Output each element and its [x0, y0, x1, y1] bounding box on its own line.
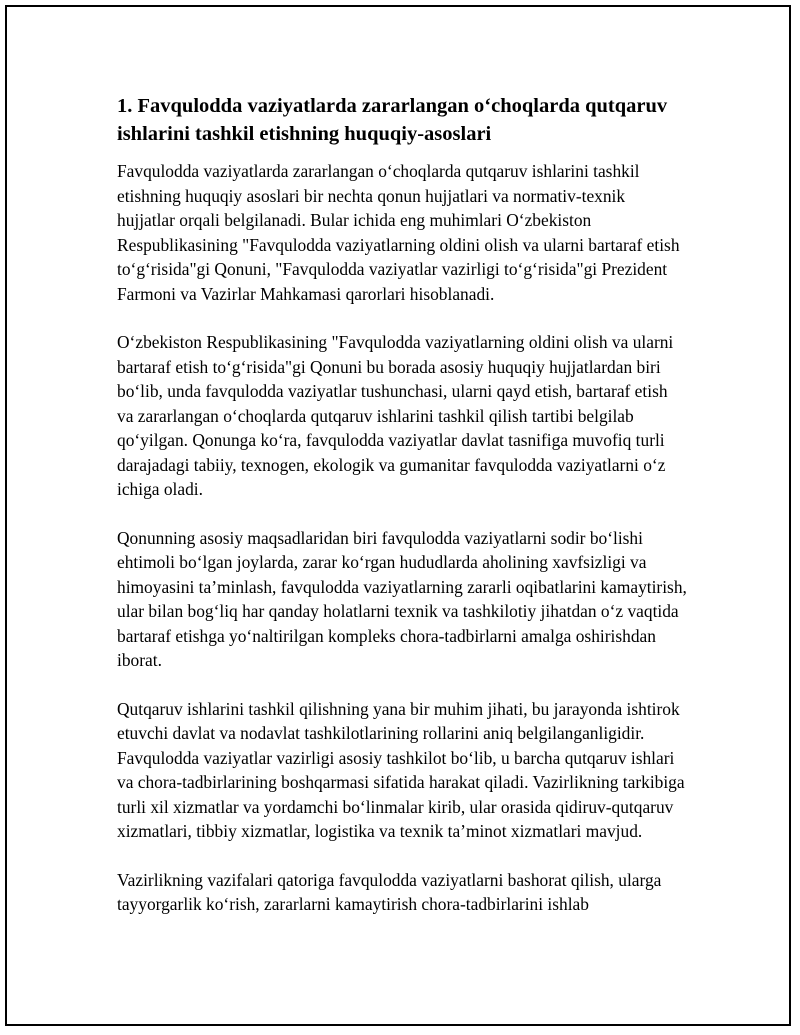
paragraph-3: Qonunning asosiy maqsadlaridan biri favqulodda vaziyatlarni sodir bo‘lishi ehtimoli bo‘lgan joylarda, zarar ko‘rgan hududlarda aholining xavfsizligi va himoyasini ta’minlash, favqulodda vaziyatlarning zararli oqibatlarini kamaytirish, ular bilan bog‘liq har qanday holatlarni texnik va tashkilotiy jihatdan o‘z vaqtida bartaraf etishga yo‘naltirilgan kompleks chora-tadbirlarni amalga oshirishdan iborat. [117, 527, 687, 670]
paragraph-1: Favqulodda vaziyatlarda zararlangan o‘choqlarda qutqaruv ishlarini tashkil etishning huquqiy asoslari bir nechta qonun hujjatlari va normativ-texnik hujjatlar orqali belgilanadi. Bular ichida eng muhimlari O‘zbekiston Respublikasining "Favqulodda vaziyatlarning oldini olish va ularni bartaraf etish to‘g‘risida"gi Qonuni, "Favqulodda vaziyatlar vazirligi to‘g‘risida"gi Prezident Farmoni va Vazirlar Mahkamasi qarorlari hisoblanadi. [117, 161, 680, 304]
paragraph-5: Vazirlikning vazifalari qatoriga favqulodda vaziyatlarni bashorat qilish, ularga tayyorgarlik ko‘rish, zararlarni kamaytirish chora-tadbirlarini ishlab [117, 869, 662, 914]
document-body [117, 92, 687, 941]
paragraph-4: Qutqaruv ishlarini tashkil qilishning yana bir muhim jihati, bu jarayonda ishtirok etuvchi davlat va nodavlat tashkilotlarining rollarini aniq belgilanganligidir. Favqulodda vaziyatlar vazirligi asosiy tashkilot bo‘lib, u barcha qutqaruv ishlari va chora-tadbirlarining boshqarmasi sifatida harakat qiladi. Vazirlikning tarkibiga turli xil xizmatlar va yordamchi bo‘linmalar kirib, ular orasida qidiruv-qutqaruv xizmatlari, tibbiy xizmatlar, logistika va texnik ta’minot xizmatlari mavjud. [117, 698, 685, 841]
paragraph-2: O‘zbekiston Respublikasining "Favqulodda vaziyatlarning oldini olish va ularni bartaraf etish to‘g‘risida"gi Qonuni bu borada asosiy huquqiy hujjatlardan biri bo‘lib, unda favqulodda vaziyatlar tushunchasi, ularni qayd etish, bartaraf etish va zararlangan o‘choqlarda qutqaruv ishlarini tashkil qilish tartibi belgilab qo‘yilgan. Qonunga ko‘ra, favqulodda vaziyatlar davlat tasnifiga muvofiq turli darajadagi tabiiy, texnogen, ekologik va gumanitar favqulodda vaziyatlarni o‘z ichiga oladi. [117, 332, 674, 499]
section-heading: 1. Favqulodda vaziyatlarda zararlangan o‘choqlarda qutqaruv ishlarini tashkil etishning huquqiy-asoslari [117, 95, 668, 145]
